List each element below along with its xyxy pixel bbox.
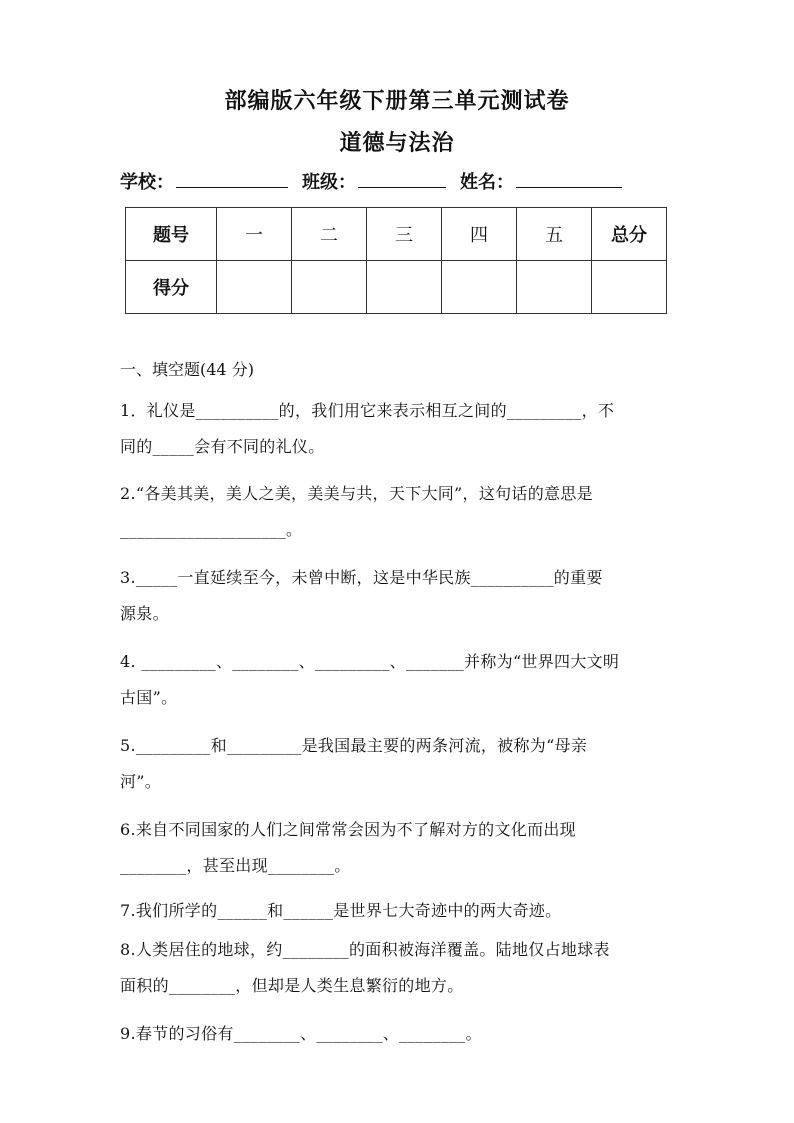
- section-3-header: 三: [367, 208, 442, 261]
- class-label: 班级：: [302, 172, 356, 193]
- question-5-line-1: 5._________和_________是我国最主要的两条河流，被称为“母亲: [120, 736, 588, 755]
- question-8-line-1: 8.人类居住的地球，约________的面积被海洋覆盖。陆地仅占地球表: [120, 940, 610, 959]
- question-2-line-2: ____________________。: [120, 520, 303, 539]
- total-score-header: 总分: [592, 208, 667, 261]
- question-1-line-1: 1．礼仪是__________的，我们用它来表示相互之间的_________，不: [120, 401, 615, 420]
- section-1-title: 一、填空题(44 分): [120, 360, 254, 379]
- score-row-label: 得分: [126, 261, 217, 314]
- question-7-line-1: 7.我们所学的______和______是世界七大奇迹中的两大奇迹。: [120, 901, 562, 920]
- score-table-header-row: [126, 208, 667, 261]
- question-3-line-2: 源泉。: [120, 604, 169, 623]
- class-blank[interactable]: [358, 169, 446, 188]
- question-5: [120, 728, 676, 800]
- question-4-line-1: 4. _________、________、_________、_______并称为“世界四大文明: [120, 652, 620, 671]
- question-3-line-1: 3._____一直延续至今，未曾中断，这是中华民族__________的重要: [120, 568, 603, 587]
- school-blank[interactable]: [176, 169, 288, 188]
- score-cell-5[interactable]: [517, 261, 592, 314]
- student-info-line: [120, 168, 628, 194]
- score-cell-2[interactable]: [292, 261, 367, 314]
- name-blank[interactable]: [516, 169, 622, 188]
- question-4: [120, 644, 676, 716]
- score-table: [125, 207, 667, 314]
- question-8-line-2: 面积的________，但却是人类生息繁衍的地方。: [120, 976, 464, 995]
- question-4-line-2: 古国”。: [120, 688, 178, 707]
- question-9: [120, 1016, 676, 1052]
- score-cell-3[interactable]: [367, 261, 442, 314]
- question-6-line-2: ________，甚至出现________。: [120, 856, 351, 875]
- section-1-header: 一: [217, 208, 292, 261]
- question-8: [120, 932, 676, 1004]
- question-7: [120, 893, 676, 929]
- name-label: 姓名：: [460, 172, 514, 193]
- question-number-header: 题号: [126, 208, 217, 261]
- question-1-line-2: 同的_____会有不同的礼仪。: [120, 437, 325, 456]
- score-cell-total[interactable]: [592, 261, 667, 314]
- score-cell-4[interactable]: [442, 261, 517, 314]
- school-label: 学校：: [120, 172, 174, 193]
- subject-title: 道德与法治: [339, 130, 455, 156]
- question-9-line-1: 9.春节的习俗有________、________、________。: [120, 1024, 482, 1043]
- question-6-line-1: 6.来自不同国家的人们之间常常会因为不了解对方的文化而出现: [120, 820, 576, 839]
- question-3: [120, 560, 676, 632]
- question-6: [120, 812, 676, 884]
- section-5-header: 五: [517, 208, 592, 261]
- question-2: [120, 476, 676, 548]
- question-5-line-2: 河”。: [120, 772, 162, 791]
- score-table-score-row: [126, 261, 667, 314]
- question-2-line-1: 2.“各美其美，美人之美，美美与共，天下大同”，这句话的意思是: [120, 484, 593, 503]
- section-4-header: 四: [442, 208, 517, 261]
- section-2-header: 二: [292, 208, 367, 261]
- page-title: 部编版六年级下册第三单元测试卷: [224, 88, 570, 114]
- score-cell-1[interactable]: [217, 261, 292, 314]
- question-1: [120, 393, 676, 465]
